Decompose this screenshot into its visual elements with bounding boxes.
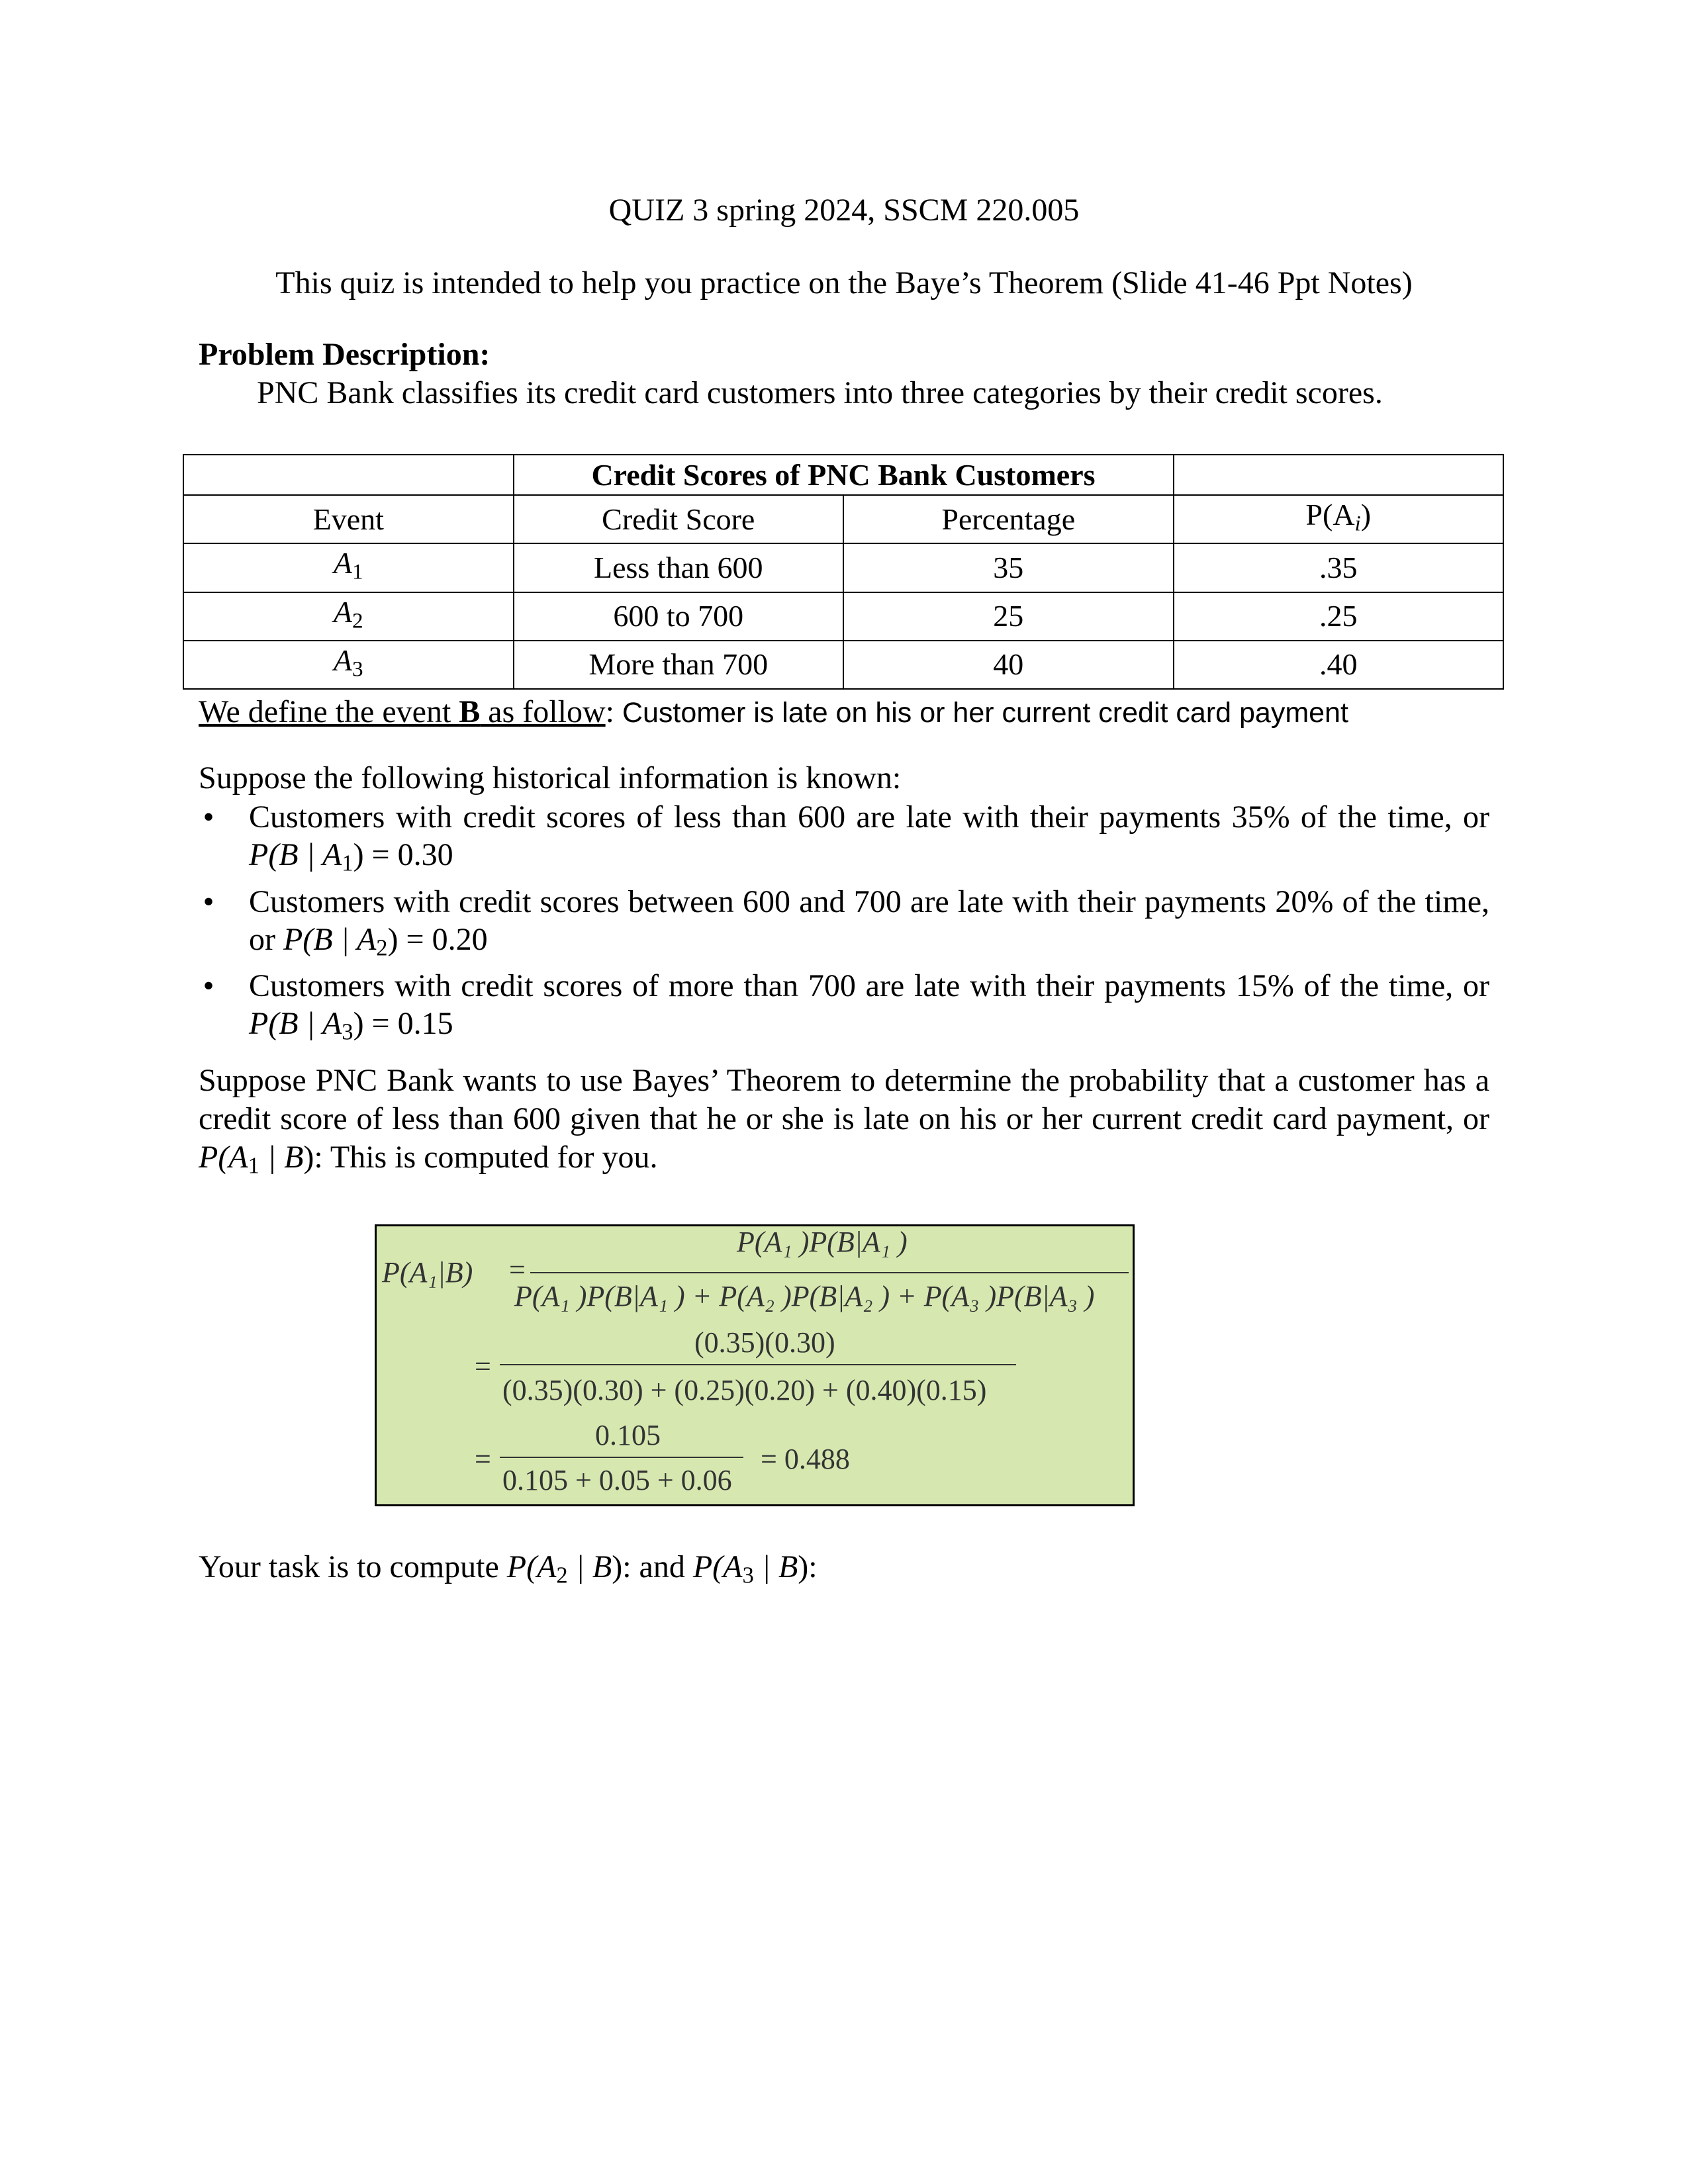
formula-lhs: P(A₁|B) — [382, 1256, 473, 1289]
problem-heading: Problem Description: — [199, 337, 491, 372]
percentage-cell: 25 — [843, 592, 1174, 641]
score-cell: 600 to 700 — [514, 592, 844, 641]
quiz-intro: This quiz is intended to help you practice on the Baye’s Theorem (Slide 41-46 Ppt Notes) — [275, 265, 1413, 300]
percentage-cell: 35 — [843, 543, 1174, 592]
score-cell: Less than 600 — [514, 543, 844, 592]
formula-numerator-numeric: (0.35)(0.30) — [694, 1326, 835, 1359]
header-percentage: Percentage — [843, 495, 1174, 543]
event-definition: We define the event B as follow: Customer is late on his or her current credit card payment — [199, 694, 1348, 729]
list-item: • Customers with credit scores of less than 600 are late with their payments 35% of the time, or P(B | $A_1) = 0.30$ — [199, 798, 1489, 883]
formula-result: = 0.488 — [761, 1443, 850, 1475]
list-item: • Customers with credit scores between 600 and 700 are late with their payments 20% of the time, or P(B | $A_2) = 0.20$ — [199, 883, 1489, 968]
quiz-title: QUIZ 3 spring 2024, SSCM 220.005 — [608, 193, 1080, 228]
list-item: • Customers with credit scores of more than 700 are late with their payments 15% of the time, or P(B | $A_3) = 0.15$ — [199, 967, 1489, 1052]
header-credit-score: Credit Score — [514, 495, 844, 543]
formula-equals: = — [509, 1253, 526, 1286]
probability-cell: .25 — [1174, 592, 1504, 641]
formula-denominator-symbolic: P(A₁ )P(B|A₁ ) + P(A₂ )P(B|A₂ ) + P(A₃ )P(B|A₃ ) — [514, 1280, 1095, 1312]
header-probability: $P(A_i)$ — [1174, 495, 1504, 543]
formula-numerator-symbolic: P(A₁ )P(B|A₁ ) — [737, 1226, 908, 1258]
bullet-icon: • — [203, 884, 214, 919]
bullet-icon: • — [203, 968, 214, 1004]
event-cell: $A_2$ — [183, 592, 514, 641]
table-row — [183, 592, 1503, 641]
problem-description: PNC Bank classifies its credit card customers into three categories by their credit scores. — [257, 375, 1383, 410]
historical-info-list — [199, 798, 1489, 1052]
formula-equals: = — [475, 1350, 491, 1383]
table-row — [183, 641, 1503, 689]
fraction-bar — [530, 1272, 1129, 1273]
fraction-bar — [500, 1457, 743, 1458]
formula-numerator-value: 0.105 — [595, 1419, 661, 1451]
table-row — [183, 543, 1503, 592]
historical-info-intro: Suppose the following historical information is known: — [199, 760, 902, 796]
formula-equals: = — [475, 1443, 491, 1475]
header-event: Event — [183, 495, 514, 543]
fraction-bar — [500, 1364, 1016, 1365]
probability-cell: .40 — [1174, 641, 1504, 689]
event-cell: $A_1$ — [183, 543, 514, 592]
task-statement: Your task is to compute $P(A_2$ | B): and $P(A_3$ | B): — [199, 1549, 818, 1588]
formula-denominator-value: 0.105 + 0.05 + 0.06 — [502, 1464, 732, 1496]
formula-denominator-numeric: (0.35)(0.30) + (0.25)(0.20) + (0.40)(0.15) — [502, 1374, 987, 1406]
table-corner-cell — [1174, 455, 1504, 495]
bullet-icon: • — [203, 799, 214, 835]
percentage-cell: 40 — [843, 641, 1174, 689]
table-header-row — [183, 495, 1503, 543]
probability-cell: .35 — [1174, 543, 1504, 592]
bayes-paragraph: Suppose PNC Bank wants to use Bayes’ Theorem to determine the probability that a customer has a credit score of less than 600 given that he or she is late on his or her current credit card payment, or $P(A_1$ | B): This is computed for you. — [199, 1063, 1489, 1179]
score-cell: More than 700 — [514, 641, 844, 689]
event-cell: $A_3$ — [183, 641, 514, 689]
credit-score-table — [183, 454, 1504, 690]
bayes-formula-box — [375, 1224, 1135, 1506]
table-caption: Credit Scores of PNC Bank Customers — [514, 455, 1174, 495]
table-corner-cell — [183, 455, 514, 495]
